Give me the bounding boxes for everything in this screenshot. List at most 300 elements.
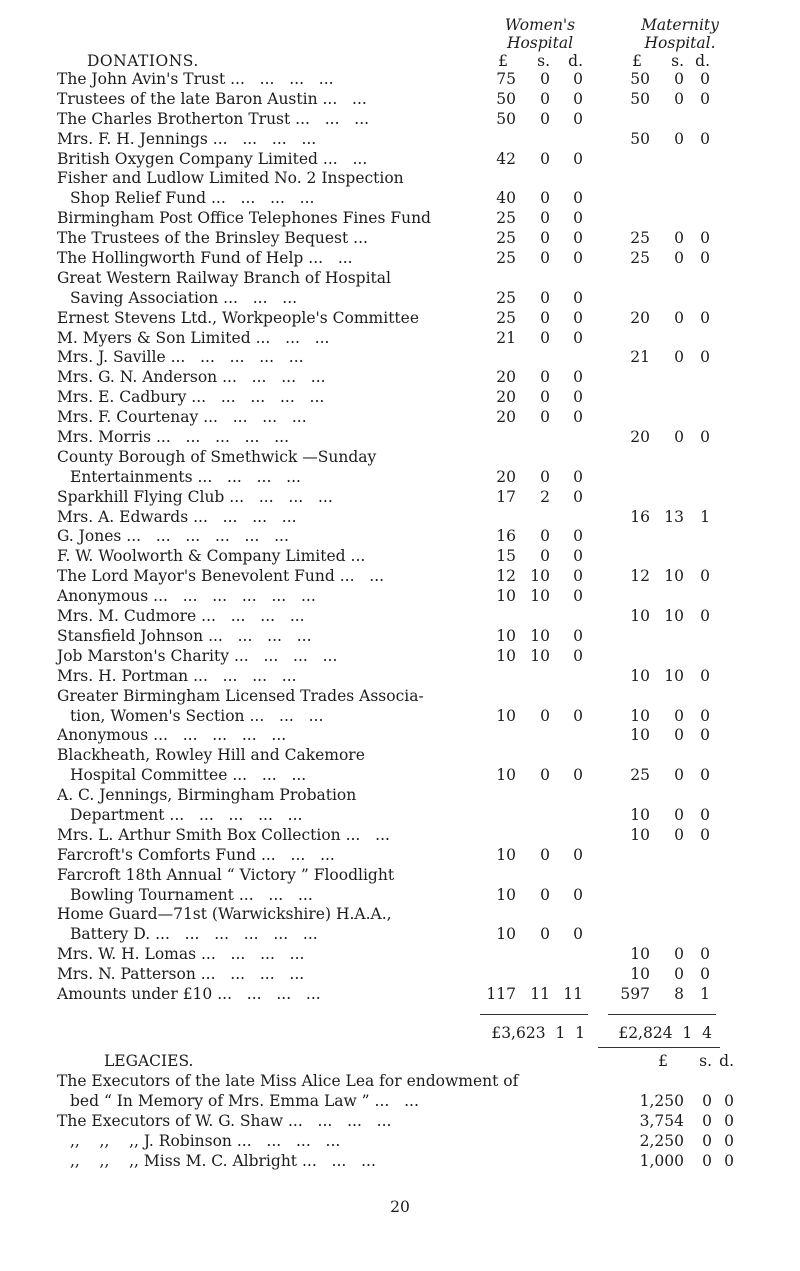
womens-amount: 10 <box>496 646 516 665</box>
legacy-shillings: 0 <box>702 1132 712 1150</box>
womens-amount: 50 <box>496 89 516 108</box>
table-row <box>0 508 800 528</box>
donor-name-text: Hospital Committee <box>70 766 228 785</box>
womens-amount: 0 <box>540 845 550 864</box>
unit-pounds: £ <box>498 52 508 70</box>
womens-amount: 42 <box>496 149 516 168</box>
donor-name-text: Shop Relief Fund <box>70 189 207 208</box>
donor-name-text: Saving Association <box>70 288 219 307</box>
womens-amount: 11 <box>563 984 583 1003</box>
table-row <box>0 587 800 607</box>
table-row <box>0 985 800 1005</box>
table-row <box>0 925 800 945</box>
donor-name <box>57 348 487 368</box>
page-number: 20 <box>390 1198 410 1216</box>
maternity-amount: 10 <box>630 965 650 984</box>
table-row <box>0 468 800 488</box>
donor-name-text: A. C. Jennings, Birmingham Probation <box>57 786 357 805</box>
maternity-amount: 0 <box>674 89 684 108</box>
donor-name <box>57 169 487 189</box>
donor-name <box>57 508 487 528</box>
legacy-name <box>70 1091 500 1111</box>
donor-name <box>57 488 487 508</box>
table-row <box>0 766 800 786</box>
table-row <box>0 388 800 408</box>
donor-name <box>57 965 487 985</box>
table-row <box>0 309 800 329</box>
donor-name <box>70 886 500 906</box>
womens-amount: 16 <box>496 527 516 546</box>
womens-amount: 0 <box>573 646 583 665</box>
table-row <box>0 786 800 806</box>
womens-amount: 0 <box>540 766 550 785</box>
donor-name <box>57 567 487 587</box>
womens-amount: 0 <box>573 487 583 506</box>
leader-dots: ... ... <box>308 249 353 268</box>
donor-name-text: Department <box>70 805 165 824</box>
table-row <box>0 965 800 985</box>
unit-pence: d. <box>719 1052 734 1070</box>
donor-name <box>57 249 487 269</box>
maternity-amount: 0 <box>700 666 710 685</box>
table-row <box>0 130 800 150</box>
leader-dots: ... ... ... ... <box>203 408 307 427</box>
donor-name <box>57 547 487 567</box>
womens-amount: 25 <box>496 249 516 268</box>
legacies-list <box>0 1071 800 1171</box>
womens-amount: 0 <box>573 845 583 864</box>
maternity-amount: 0 <box>700 129 710 148</box>
leader-dots: ... ... <box>339 567 385 586</box>
table-row <box>0 169 800 189</box>
donor-name-text: Birmingham Post Office Telephones Fines Fund <box>57 209 431 228</box>
donor-name <box>57 627 487 647</box>
womens-amount: 21 <box>496 328 516 347</box>
leader-dots: ... ... <box>374 1092 419 1110</box>
maternity-amount: 10 <box>630 825 650 844</box>
maternity-amount: 10 <box>664 607 684 626</box>
legacy-name: The Executors of the late Miss Alice Lea for endowment of <box>57 1072 519 1090</box>
donor-name-text: County Borough of Smethwick —Sunday <box>57 447 377 466</box>
womens-amount: 25 <box>496 288 516 307</box>
unit-pence: d. <box>695 52 710 70</box>
womens-amount: 0 <box>540 527 550 546</box>
womens-amount: 20 <box>496 408 516 427</box>
donor-name-text: British Oxygen Company Limited <box>57 149 318 168</box>
womens-amount: 10 <box>496 587 516 606</box>
legacy-pence: 0 <box>724 1132 734 1150</box>
leader-dots: ... ... ... ... <box>229 487 333 506</box>
donor-name <box>57 905 487 925</box>
maternity-amount: 13 <box>664 507 684 526</box>
maternity-total-rule <box>608 1014 716 1015</box>
table-row <box>0 627 800 647</box>
womens-amount: 0 <box>573 388 583 407</box>
legacy-shillings: 0 <box>702 1112 712 1130</box>
totals-underline <box>598 1047 720 1048</box>
maternity-amount: 0 <box>700 229 710 248</box>
table-row <box>0 866 800 886</box>
womens-amount: 0 <box>573 626 583 645</box>
leader-dots: ... <box>350 547 366 566</box>
table-row <box>0 70 800 90</box>
donor-name-text: Stansfield Johnson <box>57 626 204 645</box>
unit-shillings: s. <box>699 1052 712 1070</box>
womens-amount: 12 <box>496 567 516 586</box>
table-row <box>0 886 800 906</box>
maternity-amount: 0 <box>674 945 684 964</box>
donor-name-text: Mrs. N. Patterson <box>57 965 196 984</box>
legacy-pence: 0 <box>724 1152 734 1170</box>
donor-name-text: Mrs. J. Saville <box>57 348 166 367</box>
donor-name-text: The Hollingworth Fund of Help <box>57 249 304 268</box>
donor-name-text: The Trustees of the Brinsley Bequest <box>57 229 349 248</box>
womens-heading-line1: Women's <box>504 16 576 34</box>
womens-amount: 0 <box>540 288 550 307</box>
maternity-amount: 10 <box>630 945 650 964</box>
table-row <box>0 726 800 746</box>
donor-name-text: Fisher and Ludlow Limited No. 2 Inspection <box>57 169 404 188</box>
table-row <box>0 269 800 289</box>
leader-dots: ... ... ... <box>255 328 330 347</box>
womens-total: £3,623 1 1 <box>491 1024 585 1042</box>
donor-name-text: Mrs. H. Portman <box>57 666 189 685</box>
maternity-amount: 10 <box>664 567 684 586</box>
leader-dots: ... <box>353 229 368 248</box>
unit-pounds: £ <box>658 1052 668 1070</box>
maternity-amount: 0 <box>674 129 684 148</box>
donor-name <box>70 925 500 945</box>
maternity-amount: 16 <box>630 507 650 526</box>
donor-name-text: Trustees of the late Baron Austin <box>57 89 318 108</box>
donor-name <box>57 368 487 388</box>
table-row <box>0 707 800 727</box>
leader-dots: ... ... ... ... <box>210 189 315 208</box>
maternity-amount: 0 <box>700 348 710 367</box>
maternity-amount: 10 <box>630 666 650 685</box>
donor-name-text: Amounts under £10 <box>57 984 213 1003</box>
maternity-amount: 0 <box>700 249 710 268</box>
leader-dots: ... ... ... <box>260 845 335 864</box>
legacy-name <box>70 1131 500 1151</box>
womens-amount: 10 <box>496 766 516 785</box>
unit-pence: d. <box>568 52 583 70</box>
table-row <box>0 826 800 846</box>
womens-amount: 0 <box>540 467 550 486</box>
womens-amount: 11 <box>530 984 550 1003</box>
maternity-amount: 10 <box>630 706 650 725</box>
donor-name <box>57 90 487 110</box>
womens-amount: 0 <box>573 925 583 944</box>
donor-name-text: Home Guard—71st (Warwickshire) H.A.A., <box>57 905 392 924</box>
unit-pounds: £ <box>632 52 642 70</box>
legacies-heading: LEGACIES. <box>104 1052 194 1070</box>
womens-amount: 0 <box>540 149 550 168</box>
womens-amount: 0 <box>540 70 550 88</box>
womens-amount: 0 <box>540 189 550 208</box>
womens-amount: 15 <box>496 547 516 566</box>
leader-dots: ... ... ... ... <box>201 945 305 964</box>
donor-name-text: F. W. Woolworth & Company Limited <box>57 547 346 566</box>
womens-amount: 0 <box>573 368 583 387</box>
donor-name <box>70 806 500 826</box>
donor-name <box>57 130 487 150</box>
leader-dots: ... ... ... ... ... <box>155 428 289 447</box>
womens-amount: 0 <box>540 706 550 725</box>
maternity-amount: 12 <box>630 567 650 586</box>
womens-amount: 0 <box>573 308 583 327</box>
list-item <box>0 1151 800 1171</box>
donor-name <box>57 667 487 687</box>
womens-amount: 0 <box>573 587 583 606</box>
donor-name <box>57 329 487 349</box>
donor-name <box>57 726 487 746</box>
womens-amount: 17 <box>496 487 516 506</box>
table-row <box>0 150 800 170</box>
donor-name-text: Entertainments <box>70 467 193 486</box>
table-row <box>0 607 800 627</box>
table-row <box>0 945 800 965</box>
womens-amount: 0 <box>573 527 583 546</box>
womens-amount: 0 <box>573 89 583 108</box>
table-row <box>0 90 800 110</box>
maternity-amount: 10 <box>630 726 650 745</box>
donor-name-text: M. Myers & Son Limited <box>57 328 251 347</box>
legacy-shillings: 0 <box>702 1092 712 1110</box>
donor-name <box>70 289 500 309</box>
maternity-hospital-heading <box>615 16 745 52</box>
womens-amount: 25 <box>496 209 516 228</box>
donor-name <box>57 428 487 448</box>
leader-dots: ... ... ... ... <box>201 607 305 626</box>
womens-amount: 0 <box>573 209 583 228</box>
table-row <box>0 249 800 269</box>
donor-name-text: The John Avin's Trust <box>57 70 226 88</box>
donor-name <box>70 468 500 488</box>
leader-dots: ... ... ... ... ... ... <box>126 527 289 546</box>
table-row <box>0 368 800 388</box>
donor-name-text: The Lord Mayor's Benevolent Fund <box>57 567 335 586</box>
maternity-amount: 8 <box>674 984 684 1003</box>
maternity-amount: 1 <box>700 984 710 1003</box>
donor-name-text: tion, Women's Section <box>70 706 245 725</box>
leader-dots: ... ... ... ... <box>233 646 338 665</box>
maternity-amount: 20 <box>630 428 650 447</box>
donor-name <box>57 269 487 289</box>
totals-row <box>0 1022 800 1044</box>
leader-dots: ... ... ... ... <box>217 984 321 1003</box>
donor-name <box>57 786 487 806</box>
womens-amount: 25 <box>496 308 516 327</box>
leader-dots: ... ... ... ... <box>222 368 326 387</box>
table-row <box>0 527 800 547</box>
donor-name <box>57 587 487 607</box>
legacy-pounds: 1,000 <box>639 1152 684 1170</box>
donor-name <box>57 229 487 249</box>
donor-name <box>57 150 487 170</box>
donor-name <box>57 647 487 667</box>
leader-dots: ... ... <box>345 825 390 844</box>
maternity-amount: 0 <box>674 249 684 268</box>
legacy-pounds: 2,250 <box>639 1132 684 1150</box>
womens-amount: 10 <box>496 885 516 904</box>
donor-name-text: Great Western Railway Branch of Hospital <box>57 268 391 287</box>
donor-name <box>70 189 500 209</box>
womens-amount: 0 <box>540 885 550 904</box>
leader-dots: ... ... ... ... <box>208 626 312 645</box>
donor-name-text: Greater Birmingham Licensed Trades Associa- <box>57 686 424 705</box>
donor-name-text: Mrs. F. Courtenay <box>57 408 199 427</box>
legacy-name <box>70 1151 500 1171</box>
donor-name-text: Farcroft's Comforts Fund <box>57 845 257 864</box>
leader-dots: ... ... ... ... ... <box>169 805 303 824</box>
legacy-shillings: 0 <box>702 1152 712 1170</box>
donor-name-text: Mrs. Morris <box>57 428 152 447</box>
leader-dots: ... ... ... ... ... <box>153 726 287 745</box>
maternity-amount: 25 <box>630 766 650 785</box>
legacy-name-text: ,, ,, ,, Miss M. C. Albright <box>70 1152 298 1170</box>
leader-dots: ... ... ... <box>295 109 370 128</box>
leader-dots: ... ... ... ... ... ... <box>153 587 316 606</box>
donor-name <box>57 866 487 886</box>
maternity-amount: 50 <box>630 70 650 88</box>
maternity-amount: 0 <box>674 805 684 824</box>
leader-dots: ... ... ... <box>223 288 298 307</box>
maternity-amount: 0 <box>700 89 710 108</box>
donor-name <box>57 846 487 866</box>
womens-amount: 10 <box>496 845 516 864</box>
donations-list <box>0 70 800 1005</box>
donor-name-text: Anonymous <box>57 726 149 745</box>
womens-amount: 0 <box>573 70 583 88</box>
leader-dots: ... ... <box>322 149 368 168</box>
maternity-amount: 0 <box>700 965 710 984</box>
donor-name <box>57 746 487 766</box>
donor-name-text: Mrs. L. Arthur Smith Box Collection <box>57 825 341 844</box>
leader-dots: ... ... ... ... <box>212 129 317 148</box>
donor-name <box>57 527 487 547</box>
donor-name-text: Anonymous <box>57 587 149 606</box>
table-row <box>0 329 800 349</box>
legacy-pence: 0 <box>724 1112 734 1130</box>
maternity-amount: 0 <box>700 308 710 327</box>
maternity-amount: 597 <box>620 984 650 1003</box>
womens-amount: 10 <box>496 925 516 944</box>
womens-amount: 50 <box>496 109 516 128</box>
womens-amount: 10 <box>530 587 550 606</box>
womens-amount: 10 <box>496 706 516 725</box>
donor-name-text: Job Marston's Charity <box>57 646 229 665</box>
womens-amount: 117 <box>486 984 516 1003</box>
womens-total-rule <box>480 1014 588 1015</box>
maternity-amount: 0 <box>700 945 710 964</box>
maternity-amount: 0 <box>700 766 710 785</box>
maternity-amount: 0 <box>700 706 710 725</box>
maternity-amount: 10 <box>664 666 684 685</box>
maternity-amount: 50 <box>630 129 650 148</box>
leader-dots: ... ... ... ... <box>230 70 334 88</box>
table-row <box>0 408 800 428</box>
maternity-amount: 10 <box>630 607 650 626</box>
list-item <box>0 1131 800 1151</box>
donor-name <box>57 985 487 1005</box>
maternity-amount: 1 <box>700 507 710 526</box>
leader-dots: ... ... ... ... ... <box>170 348 304 367</box>
table-row <box>0 229 800 249</box>
maternity-amount: 20 <box>630 308 650 327</box>
maternity-heading-line2: Hospital. <box>644 34 716 52</box>
donor-name <box>57 209 487 229</box>
donor-name-text: Mrs. F. H. Jennings <box>57 129 208 148</box>
womens-amount: 0 <box>540 229 550 248</box>
donor-name <box>57 687 487 707</box>
maternity-amount: 0 <box>700 805 710 824</box>
womens-amount: 0 <box>573 149 583 168</box>
donor-name <box>57 448 487 468</box>
list-item <box>0 1091 800 1111</box>
maternity-amount: 50 <box>630 89 650 108</box>
womens-amount: 0 <box>573 408 583 427</box>
donor-name <box>57 70 487 90</box>
donor-name-text: Mrs. W. H. Lomas <box>57 945 197 964</box>
womens-amount: 0 <box>573 885 583 904</box>
womens-amount: 10 <box>530 567 550 586</box>
table-row <box>0 448 800 468</box>
donor-name-text: Bowling Tournament <box>70 885 234 904</box>
womens-amount: 0 <box>540 249 550 268</box>
table-row <box>0 647 800 667</box>
donor-name-text: Mrs. G. N. Anderson <box>57 368 218 387</box>
leader-dots: ... ... ... <box>238 885 313 904</box>
leader-dots: ... ... ... <box>301 1152 376 1170</box>
womens-amount: 0 <box>540 408 550 427</box>
donor-name-text: Blackheath, Rowley Hill and Cakemore <box>57 746 365 765</box>
womens-amount: 0 <box>540 547 550 566</box>
leader-dots: ... ... ... ... <box>193 507 297 526</box>
donor-name <box>57 309 487 329</box>
womens-amount: 0 <box>540 109 550 128</box>
womens-amount: 0 <box>540 209 550 228</box>
leader-dots: ... ... ... ... <box>236 1132 341 1150</box>
womens-amount: 0 <box>573 547 583 566</box>
leader-dots: ... ... ... <box>232 766 307 785</box>
table-row <box>0 567 800 587</box>
donor-name <box>57 388 487 408</box>
table-row <box>0 806 800 826</box>
unit-shillings: s. <box>671 52 684 70</box>
womens-heading-line2: Hospital <box>506 34 574 52</box>
womens-amount: 0 <box>573 189 583 208</box>
womens-amount: 0 <box>573 109 583 128</box>
leader-dots: ... ... <box>322 89 367 108</box>
table-row <box>0 846 800 866</box>
table-row <box>0 667 800 687</box>
leader-dots: ... ... ... ... ... <box>191 388 325 407</box>
legacy-name-text: bed “ In Memory of Mrs. Emma Law ” <box>70 1092 370 1110</box>
womens-amount: 0 <box>540 925 550 944</box>
womens-amount: 10 <box>496 626 516 645</box>
maternity-amount: 0 <box>700 567 710 586</box>
maternity-amount: 21 <box>630 348 650 367</box>
maternity-amount: 0 <box>674 766 684 785</box>
donations-heading: DONATIONS. <box>87 52 199 70</box>
legacy-name <box>57 1111 487 1131</box>
womens-amount: 10 <box>530 646 550 665</box>
maternity-amount: 0 <box>674 726 684 745</box>
maternity-amount: 0 <box>674 428 684 447</box>
donor-name-text: Mrs. M. Cudmore <box>57 607 197 626</box>
maternity-amount: 0 <box>700 70 710 88</box>
